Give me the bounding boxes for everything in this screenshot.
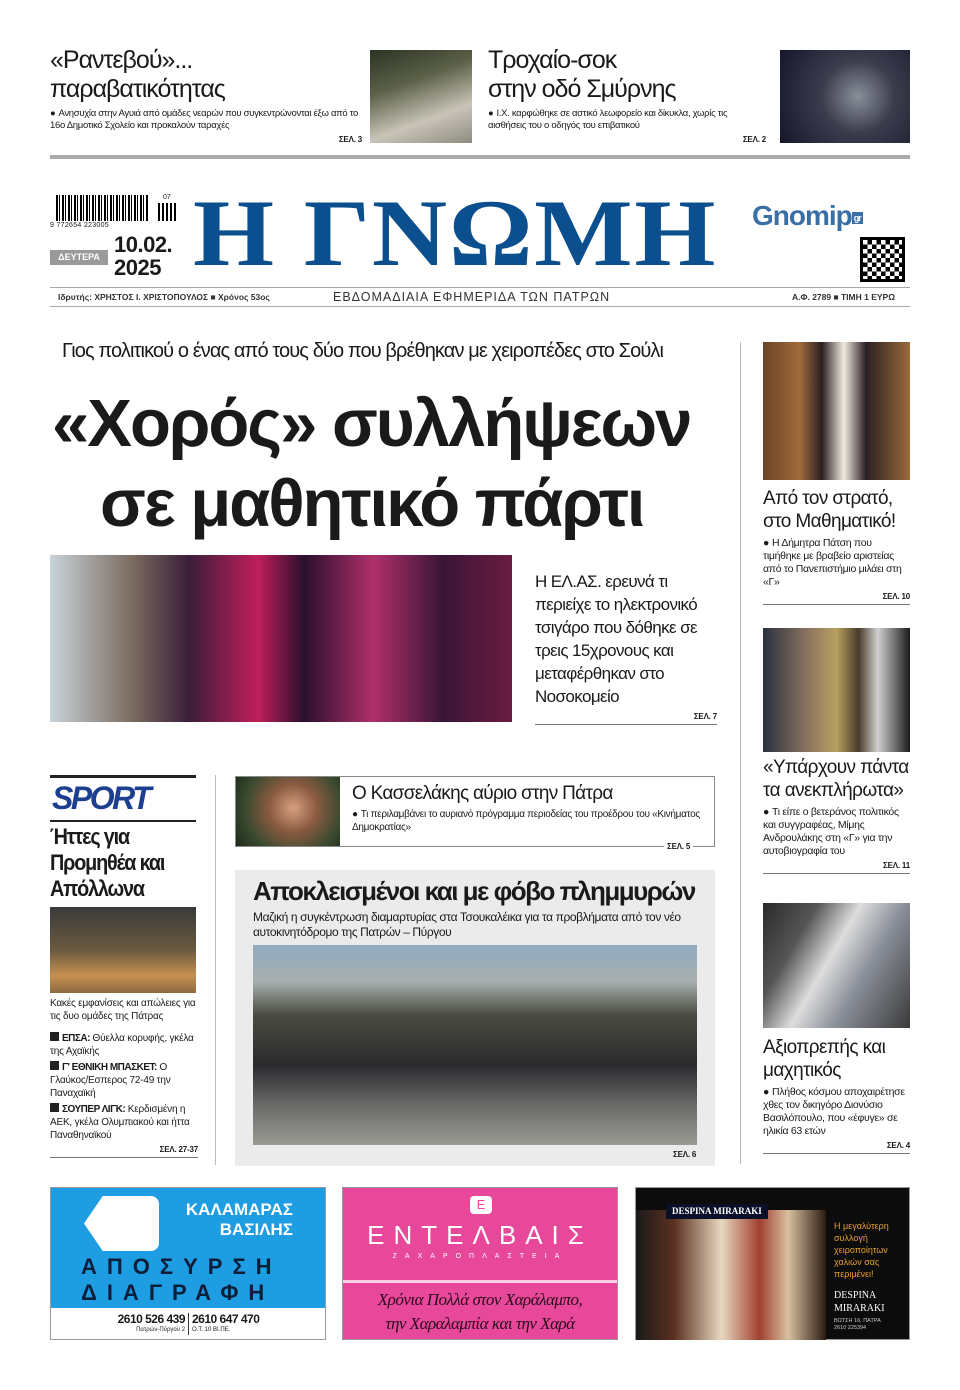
ad-kalamaras[interactable]: [50, 1187, 326, 1340]
sport-headline[interactable]: Ήττες για Προμηθέα και Απόλλωνα: [50, 824, 165, 901]
right-story-3[interactable]: [763, 1036, 910, 1154]
story-title: Από τον στρατό, στο Μαθηματικό!: [763, 488, 896, 532]
photo-shop-window: [636, 1210, 826, 1340]
lead-body-wrap: [535, 570, 717, 725]
sport-rule-bottom: [50, 820, 196, 822]
teaser-photo-crash: [780, 50, 910, 143]
day-badge: ΔΕΥΤΕΡΑ: [50, 250, 108, 265]
newspaper-logo: Η ΓΝΩΜΗ: [193, 186, 718, 282]
story-text: ● Τι είπε ο βετεράνος πολιτικός και συγγραφέας, Μίμης Ανδρουλάκης στη «Γ» για την αυτοβιογραφία του: [763, 806, 910, 858]
sport-divider: [215, 775, 216, 1165]
flood-box[interactable]: [235, 870, 715, 1166]
photo-kasselakis: [236, 777, 340, 846]
newspaper-logo-wrap: [193, 186, 745, 282]
photo-interview: [763, 628, 910, 752]
sport-logo[interactable]: SPORT: [52, 780, 150, 816]
sport-item[interactable]: Γ' ΕΘΝΙΚΗ ΜΠΑΣΚΕΤ: Ο Γλαύκος/Εσπερος 72-49 την Παναχαϊκή: [50, 1062, 171, 1099]
teaser-title: Τροχαίο-σοκ στην οδό Σμύρνης: [488, 46, 676, 103]
masthead-rule-top: [50, 287, 910, 288]
sport-rule-top: [50, 775, 196, 778]
kasselakis-box[interactable]: [235, 776, 715, 847]
ad-contact-2: 2610 647 470 Ο.Τ. 10 ΒΙ.ΠΕ.: [192, 1312, 260, 1333]
sport-item[interactable]: ΕΠΣΑ: Θύελλα κορυφής, γκέλα της Αχαϊκής: [50, 1033, 194, 1057]
teaser-text: ● Ι.Χ. καρφώθηκε σε αστικό λεωφορείο και δίκυκλα, χωρίς τις αισθήσεις του ο οδηγός του επιβατικού: [488, 108, 766, 132]
page-ref: ΣΕΛ. 7: [693, 712, 717, 721]
story-text: ● Η Δήμητρα Πάτση που τιμήθηκε με βραβείο αριστείας από το Πανεπιστήμιο μιλάει στη «Γ»: [763, 537, 910, 589]
page-ref: ΣΕΛ. 10: [882, 592, 910, 601]
lead-photo-party: [50, 555, 512, 722]
photo-protest: [253, 945, 697, 1145]
ad-miraraki[interactable]: [635, 1187, 910, 1340]
story-title: «Υπάρχουν πάντα τα ανεκπλήρωτα»: [763, 757, 909, 801]
page-ref: ΣΕΛ. 2: [742, 135, 766, 144]
ad-entelvais[interactable]: [342, 1187, 618, 1340]
ad-address: ΒΩΤΣΗ 16, ΠΑΤΡΑ 2610 225394: [834, 1318, 881, 1331]
right-story-2[interactable]: [763, 756, 910, 874]
lead-headline[interactable]: «Χορός» συλλήψεων σε μαθητικό πάρτι: [52, 386, 691, 541]
page-ref: ΣΕΛ. 27-37: [159, 1145, 198, 1154]
tagline: ΕΒΔΟΜΑΔΙΑΙΑ ΕΦΗΜΕΡΙΔΑ ΤΩΝ ΠΑΤΡΩΝ: [333, 290, 611, 304]
divider: [188, 1313, 189, 1335]
ad-name: ΚΑΛΑΜΑΡΑΣ ΒΑΣΙΛΗΣ: [185, 1200, 293, 1239]
sport-text-block: [50, 997, 198, 1158]
right-story-1[interactable]: [763, 487, 910, 605]
divider: [343, 1280, 617, 1283]
column-divider: [740, 342, 741, 1164]
barcode-number: 9 772654 223005: [50, 222, 109, 229]
entelvais-logo-icon: Ε: [470, 1196, 492, 1214]
issue-price: Α.Φ. 2789 ■ ΤΙΜΗ 1 ΕΥΡΩ: [792, 292, 896, 302]
sport-caption: Κακές εμφανίσεις και απώλειες για τις δυο ομάδες της Πάτρας: [50, 998, 196, 1022]
page-ref: ΣΕΛ. 5: [664, 842, 693, 852]
ad-sub: ΖΑΧΑΡΟΠΛΑΣΤΕΙΑ: [392, 1253, 568, 1260]
story-title: Αποκλεισμένοι και με φόβο πλημμυρών: [253, 876, 695, 906]
story-text: ● Τι περιλαμβάνει το αυριανό πρόγραμμα περιοδείας του προέδρου του «Κινήματος Δημοκρατίας»: [352, 809, 710, 834]
shop-sign: DESPINA MIRARAKI: [666, 1204, 768, 1219]
barcode: [56, 195, 148, 221]
teaser-photo-street: [370, 50, 472, 143]
story-text: Μαζική η συγκέντρωση διαμαρτυρίας στα Τσουκαλέικα για τα προβλήματα από τον νέο αυτοκινητόδρομο της Πατρών – Πύργου: [253, 910, 681, 939]
ad-slogan: Η μεγαλύτερη συλλογή χειροποίητων χαλιών σας περιμένει!: [834, 1221, 889, 1279]
issue-date: 10.02. 2025: [114, 232, 173, 280]
story-title: Αξιοπρεπής και μαχητικός: [763, 1037, 886, 1081]
photo-lawyer: [763, 903, 910, 1028]
teaser-2[interactable]: [488, 46, 766, 144]
page-ref: ΣΕΛ. 6: [673, 1150, 697, 1159]
founder-line: Ιδρυτής: ΧΡΗΣΤΟΣ Ι. ΧΡΙΣΤΟΠΟΥΛΟΣ ■ Χρόνος 53ος: [58, 292, 270, 302]
masthead-rule-bottom: [50, 306, 910, 307]
ad-brand: ΕΝΤΕΛΒΑΙΣ: [367, 1220, 593, 1250]
website-logo[interactable]: Gnomip gr: [752, 200, 861, 231]
page-ref: ΣΕΛ. 3: [338, 135, 362, 144]
ad-contact-1: 2610 526 439 Πατρών-Πύργου 2: [117, 1312, 185, 1333]
ad-wish: Χρόνια Πολλά στον Χαράλαμπο, την Χαραλαμπία και την Χαρά: [377, 1290, 583, 1333]
sport-items: [50, 1032, 198, 1142]
ad-slogan: ΑΠΟΣΥΡΣΗ ΔΙΑΓΡΑΦΗ: [81, 1254, 282, 1305]
teaser-title: «Ραντεβού»... παραβατικότητας: [50, 46, 225, 103]
barcode-addon: [158, 203, 178, 221]
story-title: Ο Κασσελάκης αύριο στην Πάτρα: [352, 783, 613, 804]
story-text: ● Πλήθος κόσμου αποχαιρέτησε χθες τον δικηγόρο Διονύσιο Βασιλόπουλο, που «έφυγε» σε ηλικία 63 ετών: [763, 1086, 910, 1138]
sport-item[interactable]: ΣΟΥΠΕΡ ΛΙΓΚ: Κερδισμένη η ΑΕΚ, γκέλα Ολυμπιακού και ήττα Παναθηναϊκού: [50, 1104, 190, 1141]
lead-body: Η ΕΛ.ΑΣ. ερευνά τι περιείχε το ηλεκτρονικό τσιγάρο που δόθηκε σε τρεις 15χρονους και μεταφέρθηκαν στο Νοσοκομείο: [535, 572, 698, 706]
teaser-text: ● Ανησυχία στην Αγυιά από ομάδες νεαρών που συγκεντρώνονται έξω από το 16ο Δημοτικό Σχολείο και προκαλούν ταραχές: [50, 108, 362, 132]
lead-rule: [535, 712, 717, 725]
photo-basketball: [50, 907, 196, 993]
teaser-1[interactable]: [50, 46, 362, 144]
page-ref: ΣΕΛ. 11: [883, 861, 910, 870]
photo-award-woman: [763, 342, 910, 480]
qr-code-icon[interactable]: [860, 237, 905, 282]
lead-kicker: Γιος πολιτικού ο ένας από τους δύο που βρέθηκαν με χειροπέδες στο Σούλι: [62, 340, 664, 362]
page-ref: ΣΕΛ. 4: [886, 1141, 910, 1150]
top-divider: [50, 155, 910, 159]
ad-brand: DESPINA MIRARAKI: [834, 1290, 885, 1314]
barcode-issue: 07: [163, 194, 171, 201]
